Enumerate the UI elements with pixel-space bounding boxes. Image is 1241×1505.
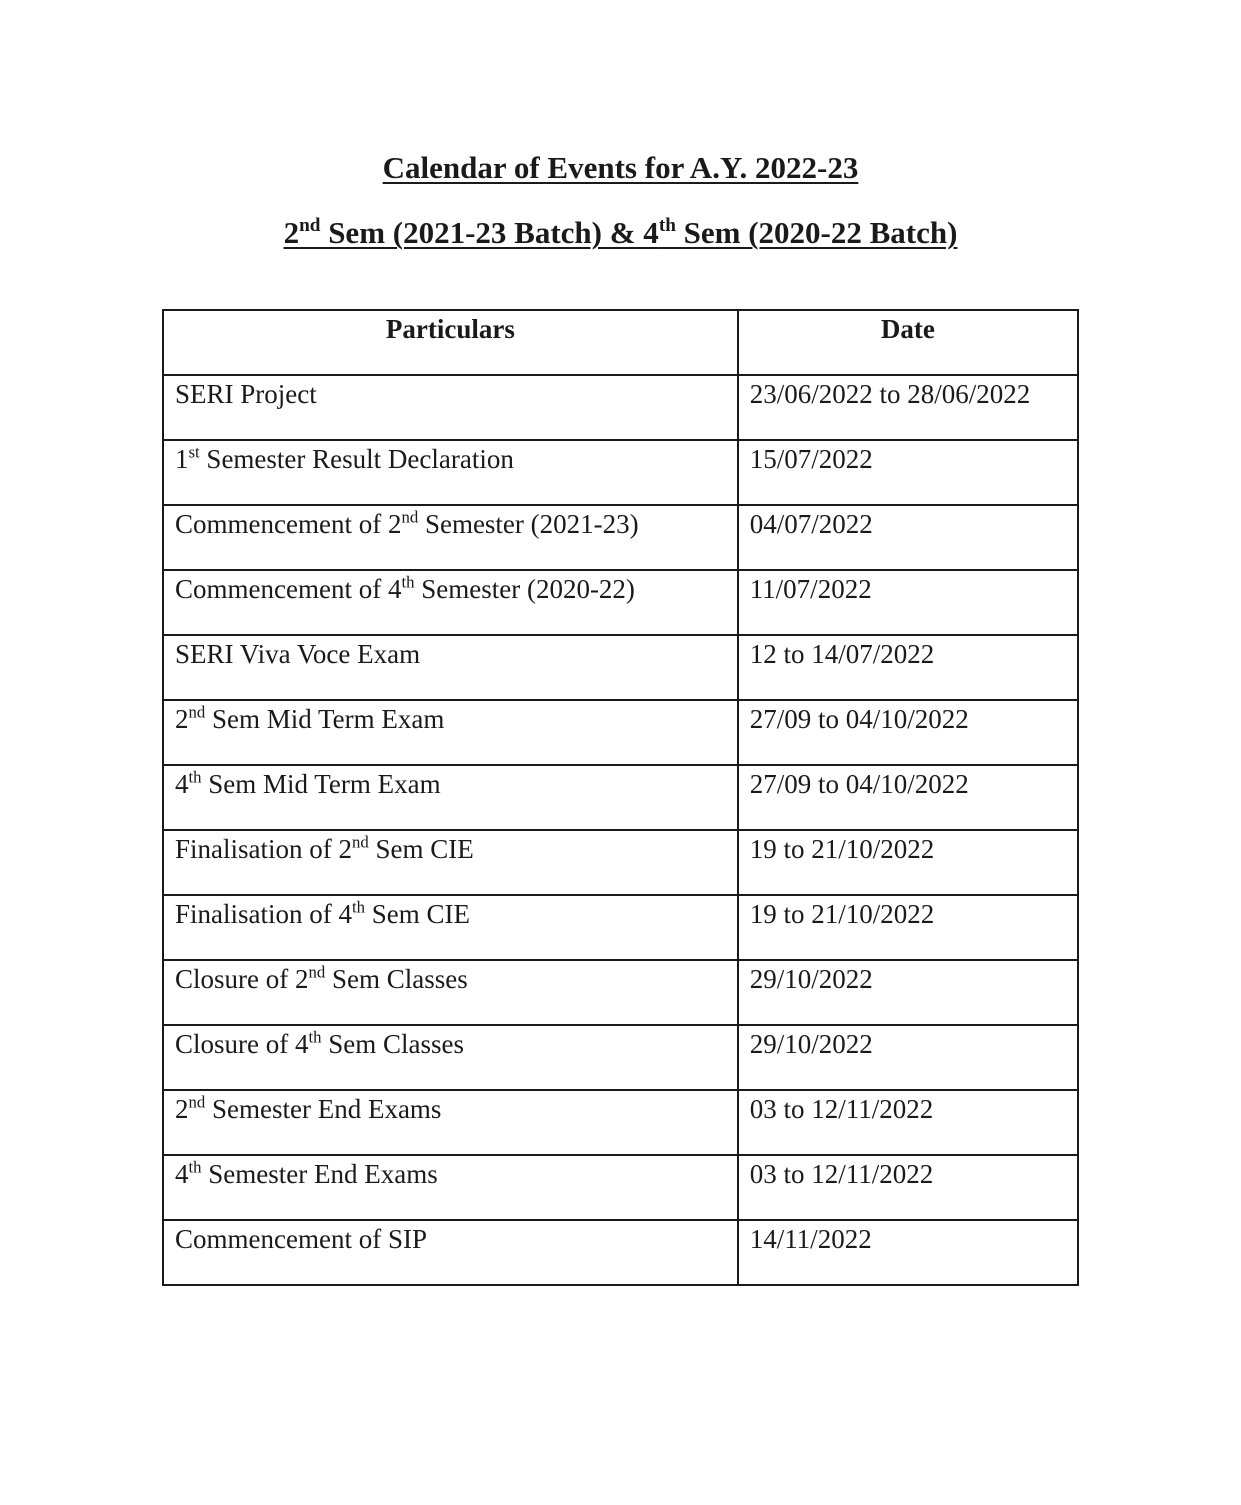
particulars-text: 2: [175, 1094, 189, 1124]
particulars-text: 2: [175, 704, 189, 734]
cell-date: 29/10/2022: [738, 1025, 1078, 1090]
cell-particulars: [163, 440, 738, 505]
cell-particulars: [163, 830, 738, 895]
particulars-text: Sem Classes: [321, 1029, 465, 1059]
ordinal-suffix: nd: [188, 702, 206, 722]
particulars-text: Semester (2021-23): [418, 509, 639, 539]
header-date: Date: [738, 310, 1078, 375]
cell-particulars: [163, 1090, 738, 1155]
table-row: [163, 895, 1078, 960]
table-row: [163, 765, 1078, 830]
particulars-text: Semester Result Declaration: [199, 444, 514, 474]
particulars-text: 1: [175, 444, 189, 474]
header-particulars: Particulars: [163, 310, 738, 375]
table-row: [163, 960, 1078, 1025]
document-subtitle: [0, 215, 1241, 251]
cell-date: 03 to 12/11/2022: [738, 1090, 1078, 1155]
document-title: Calendar of Events for A.Y. 2022-23: [382, 150, 859, 185]
particulars-text: Sem CIE: [368, 834, 474, 864]
ordinal-suffix: th: [352, 897, 366, 917]
particulars-text: Commencement of 4: [175, 574, 402, 604]
table-row: [163, 830, 1078, 895]
particulars-text: Finalisation of 2: [175, 834, 352, 864]
subtitle-sup: nd: [299, 215, 321, 237]
particulars-text: Semester End Exams: [205, 1094, 442, 1124]
particulars-text: Sem Mid Term Exam: [205, 704, 445, 734]
particulars-text: Sem Mid Term Exam: [201, 769, 441, 799]
particulars-text: Semester End Exams: [201, 1159, 438, 1189]
particulars-text: Sem CIE: [365, 899, 471, 929]
particulars-text: Sem Classes: [325, 964, 468, 994]
cell-date: 15/07/2022: [738, 440, 1078, 505]
particulars-text: Finalisation of 4: [175, 899, 352, 929]
cell-particulars: [163, 960, 738, 1025]
particulars-text: Semester (2020-22): [414, 574, 635, 604]
particulars-text: Closure of 2: [175, 964, 309, 994]
cell-date: 23/06/2022 to 28/06/2022: [738, 375, 1078, 440]
ordinal-suffix: th: [308, 1027, 322, 1047]
ordinal-suffix: nd: [188, 1092, 206, 1112]
table-row: [163, 1090, 1078, 1155]
cell-particulars: [163, 1220, 738, 1285]
table-row: [163, 505, 1078, 570]
subtitle-text: Sem (2021-23 Batch) & 4: [320, 215, 659, 250]
cell-date: 11/07/2022: [738, 570, 1078, 635]
subtitle-sup: th: [658, 215, 676, 237]
cell-date: 14/11/2022: [738, 1220, 1078, 1285]
events-table: [162, 309, 1079, 1286]
cell-date: 27/09 to 04/10/2022: [738, 700, 1078, 765]
table-header-row: [163, 310, 1078, 375]
table-row: [163, 700, 1078, 765]
table-row: [163, 1155, 1078, 1220]
cell-particulars: [163, 505, 738, 570]
particulars-text: SERI Viva Voce Exam: [175, 639, 421, 669]
table-row: [163, 1025, 1078, 1090]
table-row: [163, 635, 1078, 700]
cell-particulars: [163, 570, 738, 635]
table-row: [163, 1220, 1078, 1285]
ordinal-suffix: nd: [352, 832, 369, 852]
particulars-text: Commencement of 2: [175, 509, 402, 539]
ordinal-suffix: nd: [401, 507, 419, 527]
cell-particulars: [163, 895, 738, 960]
ordinal-suffix: st: [188, 442, 200, 462]
ordinal-suffix: th: [401, 572, 415, 592]
ordinal-suffix: th: [188, 1157, 202, 1177]
cell-particulars: [163, 700, 738, 765]
subtitle-text: Sem (2020-22 Batch): [675, 215, 958, 250]
particulars-text: SERI Project: [175, 379, 317, 409]
particulars-text: 4: [175, 769, 189, 799]
cell-particulars: [163, 1155, 738, 1220]
cell-particulars: [163, 375, 738, 440]
table-row: [163, 440, 1078, 505]
cell-date: 19 to 21/10/2022: [738, 830, 1078, 895]
particulars-text: Commencement of SIP: [175, 1224, 427, 1254]
subtitle-text: 2: [283, 215, 300, 250]
table-body: [163, 375, 1078, 1285]
cell-date: 03 to 12/11/2022: [738, 1155, 1078, 1220]
cell-particulars: [163, 1025, 738, 1090]
ordinal-suffix: th: [188, 767, 202, 787]
cell-particulars: [163, 765, 738, 830]
cell-date: 29/10/2022: [738, 960, 1078, 1025]
cell-date: 19 to 21/10/2022: [738, 895, 1078, 960]
cell-date: 04/07/2022: [738, 505, 1078, 570]
particulars-text: 4: [175, 1159, 189, 1189]
particulars-text: Closure of 4: [175, 1029, 309, 1059]
ordinal-suffix: nd: [308, 962, 326, 982]
cell-date: 12 to 14/07/2022: [738, 635, 1078, 700]
table-row: [163, 570, 1078, 635]
cell-date: 27/09 to 04/10/2022: [738, 765, 1078, 830]
table-row: [163, 375, 1078, 440]
cell-particulars: [163, 635, 738, 700]
